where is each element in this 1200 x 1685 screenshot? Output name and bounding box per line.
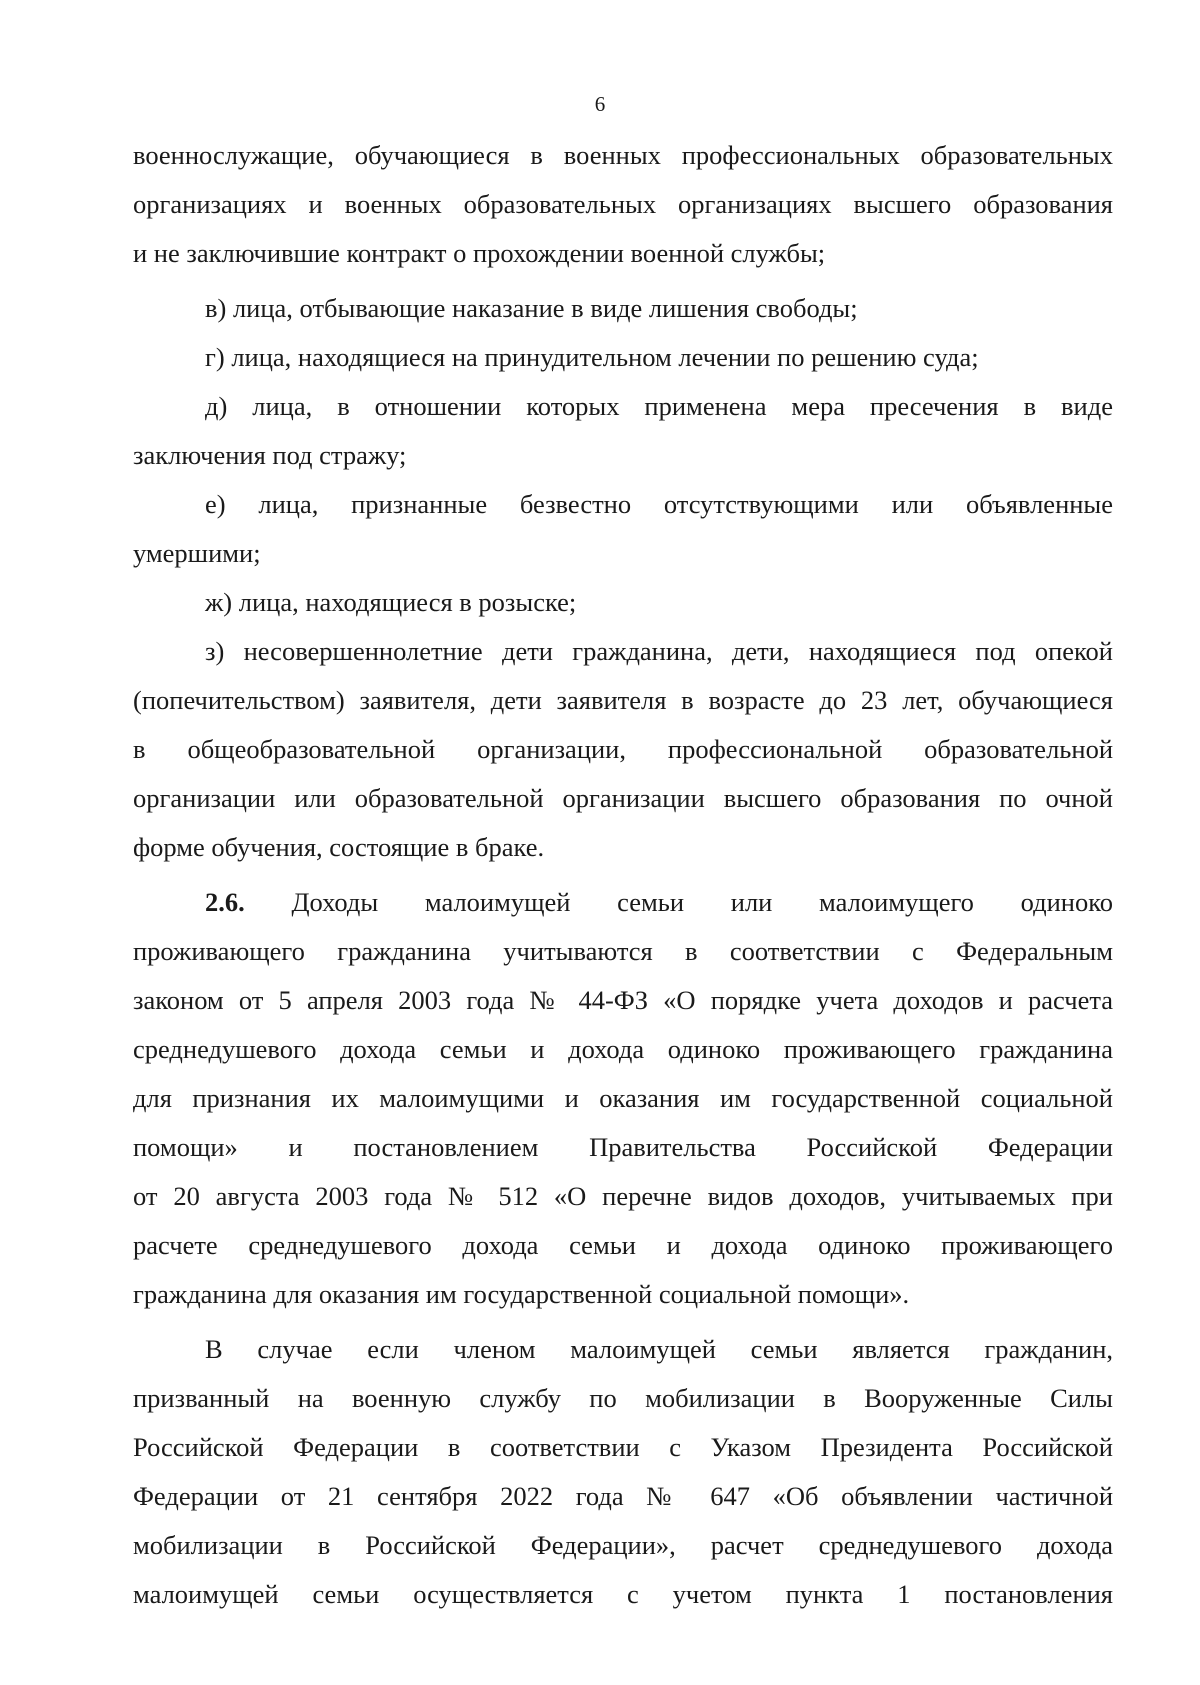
text-line: (попечительством) заявителя, дети заявителя в возрасте до 23 лет, обучающиеся: [133, 685, 1113, 715]
text-line: помощи» и постановлением Правительства Российской Федерации: [133, 1132, 1113, 1162]
text-line: законом от 5 апреля 2003 года № 44-ФЗ «О порядке учета доходов и расчета: [133, 985, 1113, 1015]
text-line: среднедушевого дохода семьи и дохода одиноко проживающего гражданина: [133, 1034, 1113, 1064]
text-line: форме обучения, состоящие в браке.: [133, 832, 545, 862]
text-line: расчете среднедушевого дохода семьи и дохода одиноко проживающего: [133, 1230, 1113, 1260]
text-line: проживающего гражданина учитываются в соответствии с Федеральным: [133, 936, 1113, 966]
list-item-d: д) лица, в отношении которых применена мера пресечения в виде: [205, 391, 1113, 421]
list-item-e: е) лица, признанные безвестно отсутствующими или объявленные: [205, 489, 1113, 519]
text-line: для признания их малоимущими и оказания им государственной социальной: [133, 1083, 1113, 1113]
section-text: Доходы малоимущей семьи или малоимущего одиноко: [291, 887, 1114, 917]
list-item-g: г) лица, находящиеся на принудительном лечении по решению суда;: [205, 342, 979, 372]
document-body: [133, 131, 1113, 1619]
section-number: 2.6.: [205, 887, 245, 917]
list-item-z: з) несовершеннолетние дети гражданина, дети, находящиеся под опекой: [205, 636, 1113, 666]
text-line: от 20 августа 2003 года № 512 «О перечне видов доходов, учитываемых при: [133, 1181, 1113, 1211]
text-line: заключения под стражу;: [133, 440, 407, 470]
paragraph-start: В случае если членом малоимущей семьи является гражданин,: [205, 1334, 1113, 1364]
text-line: военнослужащие, обучающиеся в военных профессиональных образовательных: [133, 140, 1113, 170]
page-number: 6: [594, 92, 606, 116]
text-line: Российской Федерации в соответствии с Указом Президента Российской: [133, 1432, 1113, 1462]
text-line: в общеобразовательной организации, профессиональной образовательной: [133, 734, 1113, 764]
list-item-zh: ж) лица, находящиеся в розыске;: [205, 587, 577, 617]
text-line: организациях и военных образовательных организациях высшего образования: [133, 189, 1113, 219]
text-line: мобилизации в Российской Федерации», расчет среднедушевого дохода: [133, 1530, 1113, 1560]
text-line: Федерации от 21 сентября 2022 года № 647 «Об объявлении частичной: [133, 1481, 1113, 1511]
list-item-v: в) лица, отбывающие наказание в виде лишения свободы;: [205, 293, 858, 323]
text-line: умершими;: [133, 538, 261, 568]
text-line: малоимущей семьи осуществляется с учетом пункта 1 постановления: [133, 1579, 1113, 1609]
text-line: гражданина для оказания им государственной социальной помощи».: [133, 1279, 910, 1309]
text-line: призванный на военную службу по мобилизации в Вооруженные Силы: [133, 1383, 1113, 1413]
text-line: и не заключившие контракт о прохождении военной службы;: [133, 238, 826, 268]
section-2-6-heading-line: [133, 878, 1113, 927]
text-line: организации или образовательной организации высшего образования по очной: [133, 783, 1113, 813]
